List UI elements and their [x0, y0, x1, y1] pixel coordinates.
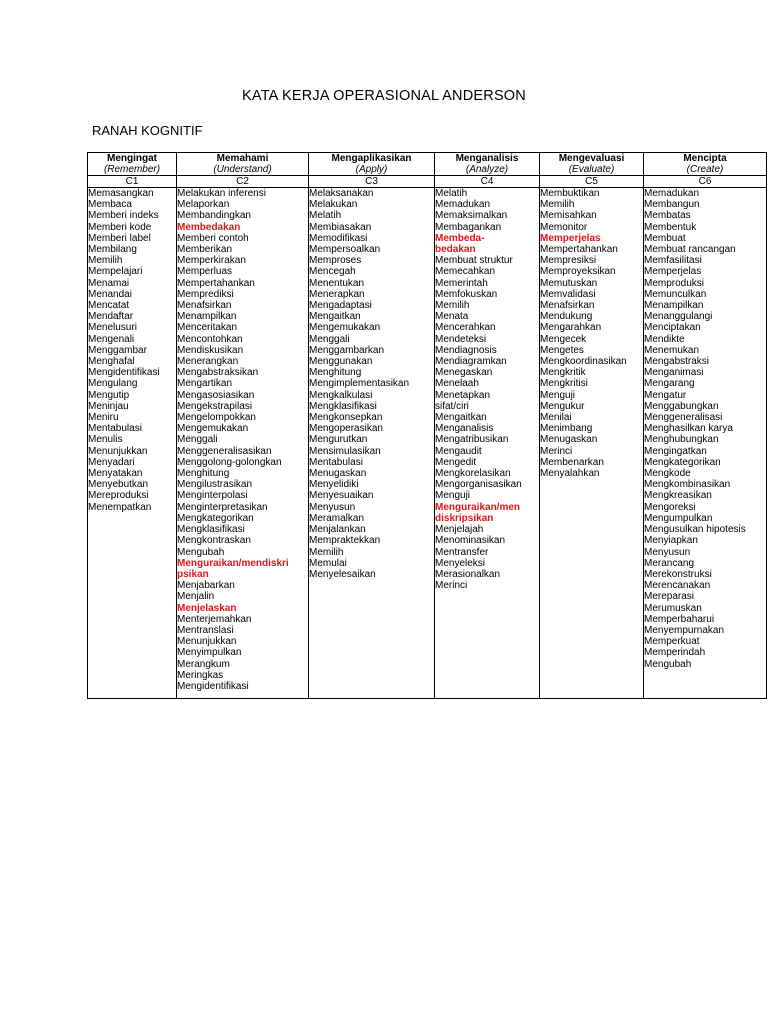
verb-item: Mengusulkan hipotesis [644, 524, 746, 536]
verb-item: Memperluas [177, 266, 233, 278]
col-header-c2 [177, 153, 309, 176]
verb-item: Mereparasi [644, 591, 695, 603]
verb-item: Menetapkan sifat/ciri [435, 389, 491, 412]
verb-item: Menyeleksi [435, 557, 486, 569]
verb-item: Mengkategorikan [177, 512, 254, 524]
verb-item: Mengelompokkan [177, 412, 256, 424]
verb-item: Mengkategorikan [644, 456, 721, 468]
verb-item-highlighted: Menjelaskan [177, 602, 237, 614]
verb-item: Menelusuri [88, 322, 137, 334]
verb-item: Mengilustrasikan [177, 479, 253, 491]
verb-item: Menanggulangi [644, 311, 713, 323]
verb-item: Meringkas [177, 669, 224, 681]
verb-item: Mengatribusikan [435, 434, 509, 446]
verb-item: Mengemukakan [309, 322, 381, 334]
verb-item: Membenarkan [540, 456, 604, 468]
verb-item: Mengenali [88, 333, 135, 345]
verb-item: Mereproduksi [88, 490, 149, 502]
verb-item: Membatas [644, 210, 691, 222]
verb-item: Mengutip [88, 389, 130, 401]
verb-item: Mengidentifikasi [88, 367, 160, 379]
verb-item: Menggambarkan [309, 344, 385, 356]
verb-item: Menunjukkan [88, 445, 148, 457]
verb-item: Melakukan inferensi [177, 188, 266, 199]
verb-item: Memberi kode [88, 221, 152, 233]
verb-item: Menafsirkan [177, 300, 232, 312]
verb-item: Mengidentifikasi [177, 680, 249, 692]
verb-item: Memerintah [435, 277, 488, 289]
verb-item: Menempatkan [88, 501, 152, 513]
verb-item: Mengaitkan [435, 412, 487, 424]
col-header-c4-label: Menganalisis [455, 153, 519, 164]
verb-item: Mempertahankan [540, 244, 618, 256]
verb-item: Membangun [644, 199, 700, 211]
verb-item: Mengukur [540, 400, 585, 412]
verb-item: Menyesuaikan [309, 490, 374, 502]
verb-item: Menguji [540, 389, 576, 401]
code-row [88, 176, 767, 188]
verb-item: Mengulang [88, 378, 138, 390]
verb-item: Menghitung [309, 367, 362, 379]
verb-item: Membuat rancangan [644, 244, 736, 256]
verb-item: Mendikte [644, 333, 685, 345]
verb-item: Menyusun [644, 546, 691, 558]
col-code-c2: C2 [177, 176, 309, 188]
col-code-c3: C3 [309, 176, 435, 188]
col-header-c4 [435, 153, 540, 176]
verb-item: Meramalkan [309, 512, 365, 524]
verb-item: Menyiapkan [644, 535, 698, 547]
verb-item: Menjalankan [309, 524, 366, 536]
verb-item: Memilih [88, 255, 123, 267]
verb-item: Memfokuskan [435, 288, 498, 300]
verb-item: Mengkonsepkan [309, 412, 383, 424]
verb-item: Memberi contoh [177, 232, 249, 244]
verb-item: Memadukan [435, 199, 491, 211]
verb-table [87, 152, 767, 699]
verb-item: Mendiagnosis [435, 344, 497, 356]
verb-item: Mendaftar [88, 311, 134, 323]
verb-item: Memproses [309, 255, 362, 267]
verb-list-c2 [177, 188, 309, 699]
verb-item: Menyalahkan [540, 468, 600, 480]
verb-item: Menggambar [88, 344, 147, 356]
verb-item: Menggali [177, 434, 218, 446]
verb-item: Mengekstrapilasi [177, 400, 253, 412]
verb-item: Memulai [309, 557, 347, 569]
verb-item: Mengkritisi [540, 378, 588, 390]
verb-item: Memproyeksikan [540, 266, 616, 278]
verb-item: Memilih [309, 546, 344, 558]
verb-item: Menimbang [540, 423, 593, 435]
verb-item: Mencontohkan [177, 333, 243, 345]
verb-list-c6 [644, 188, 767, 699]
col-header-c5-label: Mengevaluasi [558, 153, 625, 164]
verb-item: Mentranslasi [177, 624, 234, 636]
verb-item: Mempersoalkan [309, 244, 381, 256]
verb-item: Mengkalkulasi [309, 389, 373, 401]
verb-item: Merumuskan [644, 602, 702, 614]
verb-item: Mengabstraksi [644, 356, 710, 368]
verb-item: Mengecek [540, 333, 587, 345]
verb-item: Menilai [540, 412, 572, 424]
verb-list-c3 [309, 188, 435, 699]
verb-item: Menghubungkan [644, 434, 719, 446]
document-subtitle: RANAH KOGNITIF [92, 123, 203, 138]
verb-item: Membaca [88, 199, 132, 211]
verb-item: Mendeteksi [435, 333, 487, 345]
verb-item: Mempraktekkan [309, 535, 381, 547]
verb-item: Mengkreasikan [644, 490, 712, 502]
verb-item: Mentransfer [435, 546, 489, 558]
col-header-c6 [644, 153, 767, 176]
verb-item: Mendukung [540, 311, 593, 323]
verb-item: Mengabstraksikan [177, 367, 259, 379]
verb-item: Menyelidiki [309, 479, 359, 491]
col-header-c3 [309, 153, 435, 176]
verb-item: Mencatat [88, 300, 130, 312]
verb-item: Mengatur [644, 389, 687, 401]
verb-item: Memperjelas [644, 266, 702, 278]
verb-item: Menjelajah [435, 524, 484, 536]
verb-item: Menggabungkan [644, 400, 719, 412]
verb-item: Memadukan [644, 188, 700, 199]
verb-item: Menyebutkan [88, 479, 149, 491]
verb-item: Menginterpretasikan [177, 501, 268, 513]
verb-item: Menerapkan [309, 288, 365, 300]
verb-item: Menghitung [177, 468, 230, 480]
verb-item: Mengingatkan [644, 445, 707, 457]
verb-item: Mengklasifikasi [309, 400, 377, 412]
verb-item: Melaksanakan [309, 188, 374, 199]
verb-item: Mengumpulkan [644, 512, 713, 524]
verb-item: Mentabulasi [88, 423, 142, 435]
verb-item: Memperindah [644, 647, 706, 659]
col-header-c5-en: (Evaluate) [568, 164, 615, 175]
verb-item-highlighted: Memperjelas [540, 232, 601, 244]
verb-item: Meniru [88, 412, 119, 424]
verb-item: Memonitor [540, 221, 588, 233]
verb-item: Menceritakan [177, 322, 238, 334]
verb-item: Menghasilkan karya [644, 423, 733, 435]
verb-item: Mengkoordinasikan [540, 356, 627, 368]
verb-item: Mendiskusikan [177, 344, 244, 356]
col-header-c3-en: (Apply) [355, 164, 388, 175]
verb-item: Merekonstruksi [644, 568, 712, 580]
col-code-c6: C6 [644, 176, 767, 188]
verb-item: Menyusun [309, 501, 356, 513]
verb-item: Membuktikan [540, 188, 600, 199]
verb-item: Menentukan [309, 277, 365, 289]
verb-item: Menguji [435, 490, 471, 502]
verb-item: Melatih [435, 188, 468, 199]
verb-item-highlighted: Membedakan [177, 221, 241, 233]
verb-item: Mengedit [435, 456, 477, 468]
verb-item: Menugaskan [540, 434, 598, 446]
verb-item: Mengubah [177, 546, 225, 558]
verb-item: Menggunakan [309, 356, 373, 368]
verb-item: Mempelajari [88, 266, 143, 278]
verb-item: Menterjemahkan [177, 613, 252, 625]
verb-item: Mencegah [309, 266, 356, 278]
verb-item: Memilih [435, 300, 470, 312]
verb-item: Menata [435, 311, 469, 323]
verb-item: Menunjukkan [177, 636, 237, 648]
verb-item: Mengkontraskan [177, 535, 251, 547]
col-header-c5 [540, 153, 644, 176]
verb-item-highlighted: Menguraikan/mendiskri psikan [177, 557, 289, 580]
col-header-c4-en: (Analyze) [465, 164, 509, 175]
verb-item: Menyempurnakan [644, 624, 725, 636]
verb-item: Menyatakan [88, 468, 143, 480]
verb-item: Mengklasifikasi [177, 524, 245, 536]
verb-item: Mempresiksi [540, 255, 597, 267]
verb-item: Merasionalkan [435, 568, 501, 580]
verb-item: Mengaitkan [309, 311, 361, 323]
verb-item: Menominasikan [435, 535, 506, 547]
verb-list-c4 [435, 188, 540, 699]
verb-item: Mengkritik [540, 367, 586, 379]
verb-item: Mencerahkan [435, 322, 496, 334]
verb-item: Menampilkan [644, 300, 704, 312]
verb-item: Melaporkan [177, 199, 230, 211]
document-title: KATA KERJA OPERASIONAL ANDERSON [242, 88, 526, 104]
verb-item: Menemukan [644, 344, 700, 356]
verb-item: Merencanakan [644, 580, 711, 592]
verb-item: Membagankan [435, 221, 502, 233]
verb-item: Merinci [435, 580, 468, 592]
verb-item: Menginterpolasi [177, 490, 248, 502]
verb-item: Membuat struktur [435, 255, 513, 267]
verb-item: Memutuskan [540, 277, 598, 289]
verb-item: Menjabarkan [177, 580, 235, 592]
header-row [88, 153, 767, 176]
verb-item: Menegaskan [435, 367, 493, 379]
verb-item: Mengarahkan [540, 322, 602, 334]
verb-item: Menandai [88, 288, 132, 300]
verb-item: Memilih [540, 199, 575, 211]
verb-list-c1 [88, 188, 177, 699]
verb-item: Mempertahankan [177, 277, 255, 289]
verb-item: Mengkode [644, 468, 691, 480]
col-header-c1-label: Mengingat [107, 153, 157, 164]
verb-item: Memasangkan [88, 188, 154, 199]
verb-item: Mendiagramkan [435, 356, 507, 368]
verb-item: Meninjau [88, 400, 129, 412]
verb-item: Memperkuat [644, 636, 700, 648]
verb-item: Menyelesaikan [309, 568, 376, 580]
verb-item: Menamai [88, 277, 130, 289]
verb-item: Memvalidasi [540, 288, 596, 300]
col-header-c2-en: (Understand) [213, 164, 272, 175]
verb-item: Memperkirakan [177, 255, 246, 267]
verb-item: Menggeneralisasikan [177, 445, 272, 457]
verb-item: Mengkorelasikan [435, 468, 511, 480]
verb-item: Memisahkan [540, 210, 597, 222]
verb-item: Merangkum [177, 658, 230, 670]
verb-item: Memberikan [177, 244, 233, 256]
col-header-c6-label: Mencipta [683, 153, 727, 164]
verb-item: Menganalisis [435, 423, 494, 435]
verb-item: Merancang [644, 557, 695, 569]
verb-item: Menggolong-golongkan [177, 456, 282, 468]
verb-item: Menjalin [177, 591, 215, 603]
verb-item: Menyimpulkan [177, 647, 242, 659]
col-header-c1 [88, 153, 177, 176]
verb-item: Mengartikan [177, 378, 233, 390]
verb-item: Menyadari [88, 456, 135, 468]
verb-item-highlighted: Membeda- bedakan [435, 232, 485, 256]
verb-item: Mensimulasikan [309, 445, 381, 457]
verb-item: Mentabulasi [309, 456, 363, 468]
col-header-c3-label: Mengaplikasikan [331, 153, 412, 164]
verb-item: Memodifikasi [309, 232, 368, 244]
verb-item: Membandingkan [177, 210, 251, 222]
verb-item: Mengadaptasi [309, 300, 372, 312]
verb-item: Mengkombinasikan [644, 479, 731, 491]
verb-item: Menampilkan [177, 311, 237, 323]
verb-item: Mengorganisasikan [435, 479, 522, 491]
verb-item: Merinci [540, 445, 573, 457]
verb-item: Mengemukakan [177, 423, 249, 435]
col-header-c2-label: Memahami [216, 153, 269, 164]
col-header-c6-en: (Create) [686, 164, 724, 175]
verb-item: Membilang [88, 244, 137, 256]
verb-item: Memecahkan [435, 266, 496, 278]
verb-item: Menugaskan [309, 468, 367, 480]
verb-item: Mengoperasikan [309, 423, 383, 435]
verb-item: Memprediksi [177, 288, 234, 300]
verb-item: Menggali [309, 333, 350, 345]
verb-item: Membuat [644, 232, 686, 244]
verb-item: Menggeneralisasi [644, 412, 723, 424]
verb-item: Mengetes [540, 344, 584, 356]
verb-item: Mengubah [644, 658, 692, 670]
verb-item: Mengaudit [435, 445, 482, 457]
verb-item: Mengurutkan [309, 434, 368, 446]
verb-item: Memberi label [88, 232, 151, 244]
verb-item: Memproduksi [644, 277, 705, 289]
verb-item: Menafsirkan [540, 300, 595, 312]
col-code-c4: C4 [435, 176, 540, 188]
verb-item-highlighted: Menguraikan/men diskripsikan [435, 501, 521, 524]
verb-item: Menciptakan [644, 322, 701, 334]
verb-item: Mengoreksi [644, 501, 696, 513]
verb-item: Membentuk [644, 221, 697, 233]
col-header-c1-en: (Remember) [103, 164, 161, 175]
verb-item: Membiasakan [309, 221, 372, 233]
verb-item: Memberi indeks [88, 210, 159, 222]
verb-item: Menelaah [435, 378, 479, 390]
verb-list-c5 [540, 188, 644, 699]
verb-item: Menulis [88, 434, 123, 446]
verb-item: Menghafal [88, 356, 135, 368]
verb-item: Menerangkan [177, 356, 239, 368]
verb-item: Memperbaharui [644, 613, 715, 625]
verb-item: Memfasilitasi [644, 255, 702, 267]
verb-item: Mengimplementasikan [309, 378, 410, 390]
verb-item: Mengarang [644, 378, 695, 390]
verb-item: Mengasosiasikan [177, 389, 255, 401]
verb-item: Memunculkan [644, 288, 707, 300]
verb-item: Melakukan [309, 199, 358, 211]
verbs-row [88, 188, 767, 699]
verb-item: Memaksimalkan [435, 210, 508, 222]
col-code-c1: C1 [88, 176, 177, 188]
col-code-c5: C5 [540, 176, 644, 188]
verb-item: Menganimasi [644, 367, 704, 379]
verb-item: Melatih [309, 210, 342, 222]
